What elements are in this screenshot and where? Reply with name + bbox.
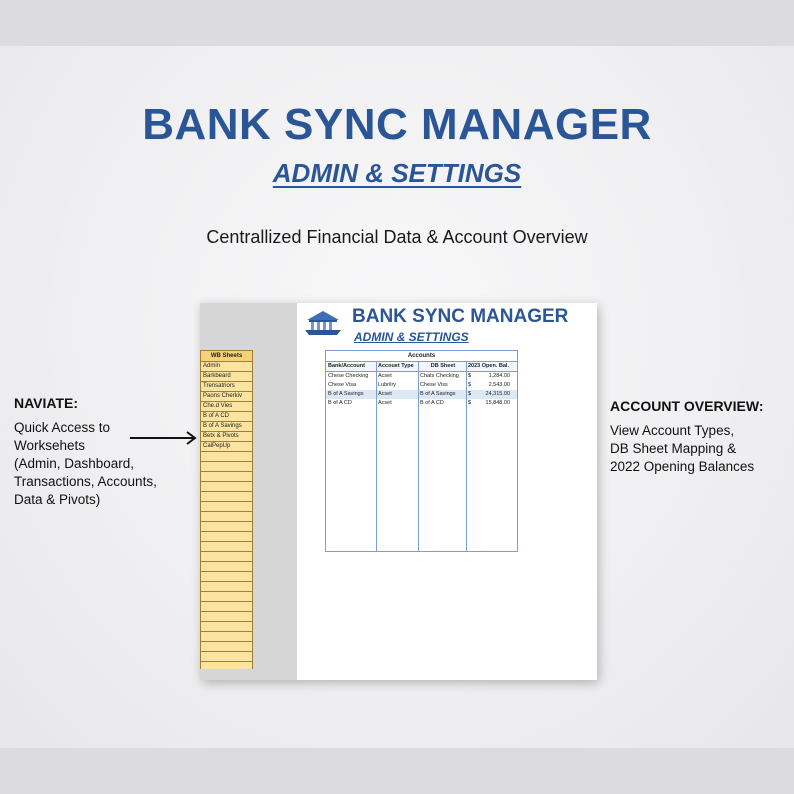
accounts-table-title: Accounts: [326, 351, 517, 362]
account-overview-callout: [610, 398, 792, 476]
opening-balance-cell: [466, 381, 513, 390]
account-name-cell: B of A Savings: [328, 391, 364, 397]
account-name-cell: B of A CD: [328, 400, 352, 406]
sheet-nav-empty-rows: [200, 452, 253, 669]
currency-symbol: $: [468, 400, 472, 406]
currency-symbol: $: [468, 373, 472, 379]
spreadsheet-preview: [200, 303, 597, 680]
opening-balance-cell: [466, 399, 513, 408]
opening-balance-cell: [466, 390, 513, 399]
balance-value: 2,543.00: [488, 382, 510, 388]
account-overview-line: View Account Types,: [610, 423, 735, 438]
opening-balance-cell: [466, 372, 513, 381]
sheet-nav-header: WB Sheets: [200, 350, 253, 362]
account-type-cell: Lubrilry: [378, 382, 397, 388]
hero-tagline: Centrallized Financial Data & Account Overview: [206, 227, 588, 247]
account-overview-line: 2022 Opening Balances: [610, 459, 755, 474]
hero-title: BANK SYNC MANAGER: [142, 100, 652, 149]
sheet-link-transactions[interactable]: Trensatriors: [200, 382, 253, 392]
top-band: [0, 0, 794, 46]
column-header: 2023 Open. Bal.: [468, 363, 509, 369]
column-header: DB Sheet: [430, 363, 456, 369]
navigate-line: (Admin, Dashboard,: [14, 456, 135, 471]
arrow-right-icon: [130, 430, 202, 446]
navigate-line: Transactions, Accounts,: [14, 474, 157, 489]
sheet-link-dashboard[interactable]: Barkbeard: [200, 372, 253, 382]
account-type-cell: Acset: [378, 391, 392, 397]
account-name-cell: Chese Checking: [328, 373, 369, 379]
db-sheet-cell: B of A CD: [420, 400, 444, 406]
sheet-link-calpepup[interactable]: CalPepUp: [200, 442, 253, 452]
column-header: Accouet Type: [378, 363, 414, 369]
column-header: Bank/Account: [328, 363, 365, 369]
sheet-link-bofa-savings[interactable]: B of A Savings: [200, 422, 253, 432]
app-title: BANK SYNC MANAGER: [352, 306, 569, 327]
sheet-link-chase-visa[interactable]: Che.d Vies: [200, 402, 253, 412]
sheet-link-bofa-cd[interactable]: B of A CD: [200, 412, 253, 422]
account-name-cell: Chese Visa: [328, 382, 357, 388]
navigate-callout: [14, 395, 179, 509]
balance-value: 24,315.00: [485, 391, 510, 397]
db-sheet-cell: Chats Checking: [420, 373, 459, 379]
navigate-line: Data & Pivots): [14, 492, 101, 507]
sheet-navigation-list: [200, 350, 253, 680]
sheet-link-data-pivots[interactable]: Betx & Pivots: [200, 432, 253, 442]
hero-subtitle: ADMIN & SETTINGS: [272, 158, 522, 188]
db-sheet-cell: B of A Savings: [420, 391, 456, 397]
navigate-heading: NAVIATE:: [14, 395, 79, 411]
bank-building-icon: [303, 308, 343, 336]
accounts-header-row: [326, 362, 517, 372]
accounts-table: [325, 350, 518, 552]
app-subtitle: ADMIN & SETTINGS: [354, 330, 469, 344]
account-type-cell: Acset: [378, 373, 392, 379]
currency-symbol: $: [468, 382, 472, 388]
navigate-line: Worksehets: [14, 438, 86, 453]
account-overview-description: [610, 422, 792, 476]
account-type-cell: Acset: [378, 400, 392, 406]
account-overview-heading: ACCOUNT OVERVIEW:: [610, 398, 764, 414]
db-sheet-cell: Chese Viss: [420, 382, 448, 388]
table-row[interactable]: [326, 399, 517, 408]
balance-value: 1,284.00: [488, 373, 510, 379]
table-row[interactable]: [326, 372, 517, 381]
account-overview-line: DB Sheet Mapping &: [610, 441, 737, 456]
navigate-line: Quick Access to: [14, 420, 111, 435]
currency-symbol: $: [468, 391, 472, 397]
sheet-link-chase-checking[interactable]: Paons Cherkiv: [200, 392, 253, 402]
table-row[interactable]: [326, 381, 517, 390]
table-row[interactable]: [326, 390, 517, 399]
bottom-band: [0, 748, 794, 794]
sheet-link-admin[interactable]: Admin: [200, 362, 253, 372]
balance-value: 15,848.00: [485, 400, 510, 406]
